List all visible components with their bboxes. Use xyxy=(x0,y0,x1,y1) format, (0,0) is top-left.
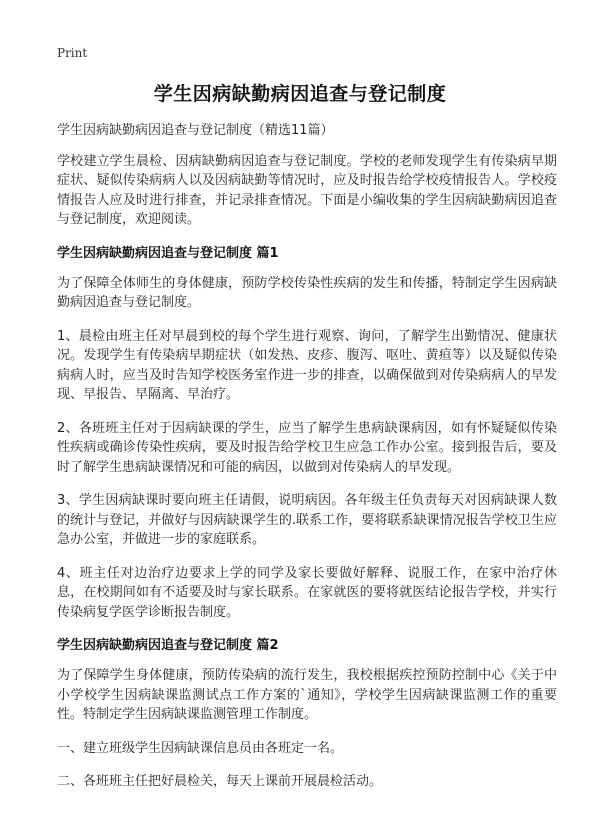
section-1-paragraph-3: 2、各班班主任对于因病缺课的学生，应当了解学生患病缺课病因，如有怀疑疑似传染性疾病或确诊传染性疾病，要及时报告给学校卫生应急工作办公室。接到报告后，要及时了解学生患病缺课情况和可能的病因，以做到对传染病人的早发现。 xyxy=(57,420,557,475)
document-subtitle: 学生因病缺勤病因追查与登记制度（精选11篇） xyxy=(57,123,334,138)
section-heading-1: 学生因病缺勤病因追查与登记制度 篇1 xyxy=(57,245,279,261)
section-1-paragraph-1: 为了保障全体师生的身体健康，预防学校传染性疾病的发生和传播，特制定学生因病缺勤病因追查与登记制度。 xyxy=(57,275,557,310)
section-1-paragraph-5: 4、班主任对边治疗边要求上学的同学及家长要做好解释、说服工作，在家中治疗休息，在校期间如有不适要及时与家长联系。在家就医的要将就医结论报告学校，并实行传染病复学医学诊断报告制度。 xyxy=(57,565,557,620)
print-label[interactable]: Print xyxy=(57,46,88,60)
section-2-paragraph-1: 为了保障学生身体健康，预防传染病的流行发生，我校根据疾控预防控制中心《关于中小学校学生因病缺课监测试点工作方案的`通知》，学校学生因病缺课监测工作的重要性。特制定学生因病缺课监测管理工作制度。 xyxy=(57,668,557,722)
section-heading-2: 学生因病缺勤病因追查与登记制度 篇2 xyxy=(57,638,279,653)
section-2-paragraph-2: 一、建立班级学生因病缺课信息员由各班定一名。 xyxy=(57,740,344,756)
section-1-paragraph-4: 3、学生因病缺课时要向班主任请假，说明病因。各年级主任负责每天对因病缺课人数的统计与登记，并做好与因病缺课学生的.联系工作，要将联系缺课情况报告学校卫生应急办公室，并做进一步的家庭联系。 xyxy=(57,493,557,547)
section-1-paragraph-2: 1、晨检由班主任对早晨到校的每个学生进行观察、询问，了解学生出勤情况、健康状况。发现学生有传染病早期症状（如发热、皮疹、腹泻、呕吐、黄疸等）以及疑似传染病病人时，应当及时告知学校医务室作进一步的排查，以确保做到对传染病病人的早发现、早报告、早隔离、早治疗。 xyxy=(57,328,557,402)
document-body xyxy=(57,121,557,806)
document-title: 学生因病缺勤病因追查与登记制度 xyxy=(153,83,447,105)
intro-paragraph: 学校建立学生晨检、因病缺勤病因追查与登记制度。学校的老师发现学生有传染病早期症状、疑似传染病病人以及因病缺勤等情况时，应及时报告给学校疫情报告人。学校疫情报告人应及时进行排查，并记录排查情况。下面是小编收集的学生因病缺勤病因追查与登记制度，欢迎阅读。 xyxy=(57,153,557,227)
section-2-paragraph-3: 二、各班班主任把好晨检关，每天上课前开展晨检活动。 xyxy=(57,774,383,789)
